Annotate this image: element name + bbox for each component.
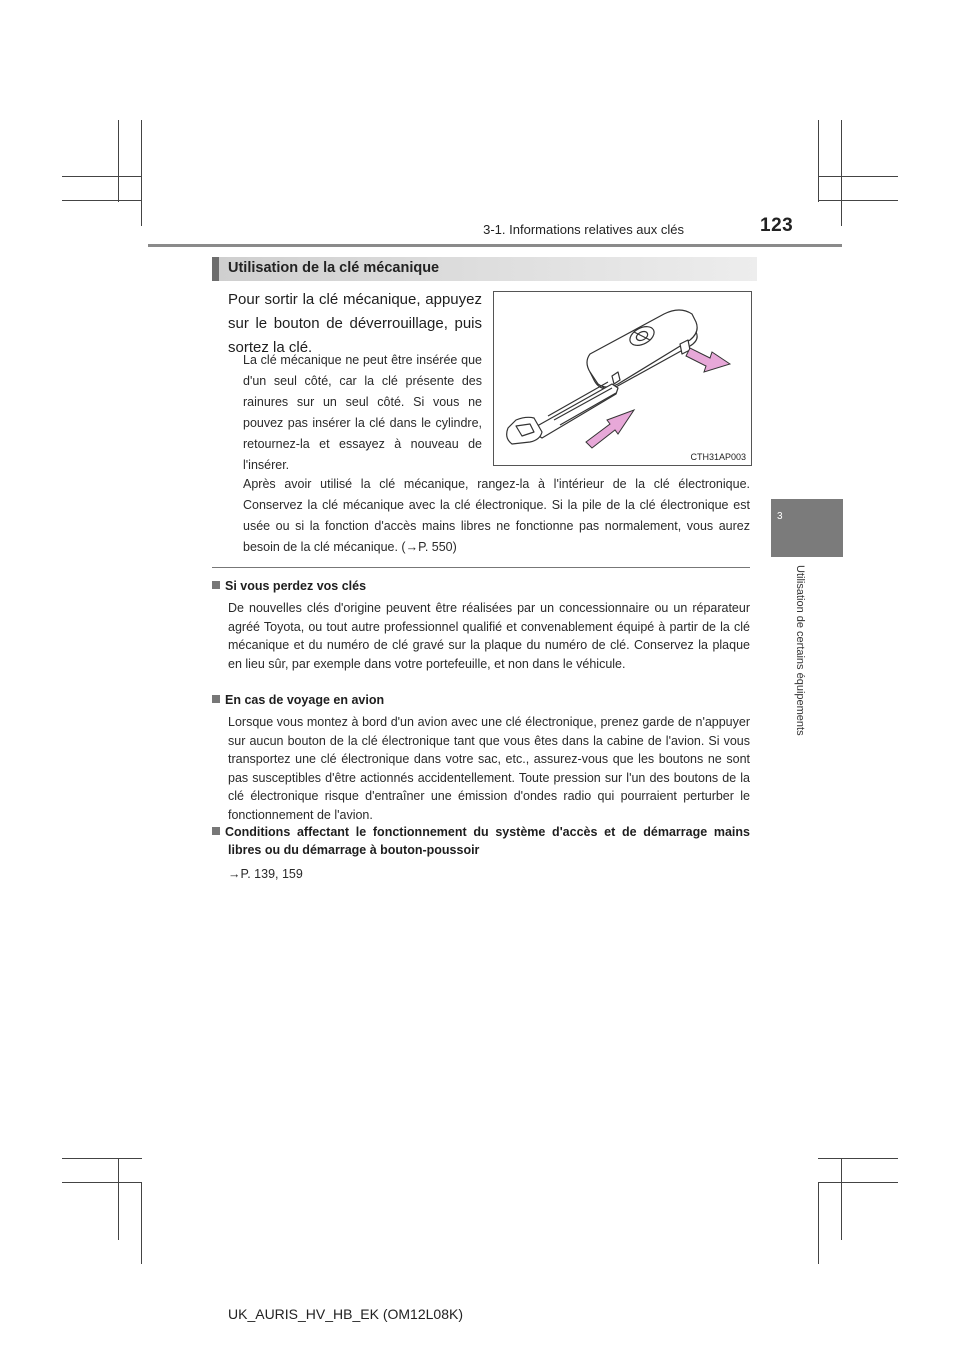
chapter-number: 3 (777, 511, 783, 522)
info-section (212, 691, 750, 825)
chapter-title: Utilisation de certains équipements (794, 565, 806, 736)
page-number: 123 (760, 215, 794, 236)
info-body: Lorsque vous montez à bord d'un avion avec une clé électronique, prenez garde de n'appuyer sur aucun bouton de la clé électronique tant que vous êtes dans la cabine de l'avion. Si vous transportez une clé électronique dans votre sac, etc., assurez-vous que les boutons ne sont pas susceptibles d'être actionnés accidentellement. Toute pression sur l'un des boutons de la clé électronique risque d'entraîner une émission d'ondes radio qui pourraient perturber le fonctionnement de l'avion. (228, 715, 750, 822)
chapter-tab (771, 499, 843, 557)
crop-mark (818, 200, 898, 201)
info-heading: En cas de voyage en avion (212, 691, 750, 709)
crop-mark (818, 1182, 819, 1264)
crop-mark (818, 1182, 898, 1183)
topic-heading-bar (212, 257, 757, 281)
section-divider (212, 567, 750, 568)
lead-paragraph: Pour sortir la clé mécanique, appuyez sur le bouton de déverrouillage, puis sortez la clé. (228, 291, 482, 356)
square-bullet-icon (212, 827, 220, 835)
topic-title: Utilisation de la clé mécanique (228, 260, 440, 276)
crop-mark (818, 1158, 898, 1159)
crop-mark (118, 1158, 119, 1240)
info-heading: Conditions affectant le fonctionnement du système d'accès et de démarrage mains libres ou du démarrage à bouton-poussoir (212, 823, 750, 859)
info-section (212, 577, 750, 673)
info-body: De nouvelles clés d'origine peuvent être réalisées par un concessionnaire ou un réparateur agréé Toyota, ou tout autre professionnel qualifié et convenablement équipé à partir de la clé mécanique et du numéro de clé gravé sur la plaque du numéro de clé. Conservez la plaque en lieu sûr, par exemple dans votre portefeuille, et non dans le véhicule. (228, 601, 750, 671)
note-paragraph: La clé mécanique ne peut être insérée que d'un seul côté, car la clé présente des rainures sur un seul côté. Si vous ne pouvez pas insérer la clé dans le cylindre, retournez-la et essayez à nouveau de l'insérer. (243, 353, 482, 472)
note-paragraph: Après avoir utilisé la clé mécanique, rangez-la à l'intérieur de la clé électronique. Conservez la clé mécanique avec la clé électronique. Si la pile de la clé électronique est usée ou si la fonction d'accès mains libres ne fonctionne pas normalement, vous aurez besoin de la clé mécanique. (→P. 550) (243, 477, 750, 554)
crop-mark (841, 1158, 842, 1240)
crop-mark (62, 200, 142, 201)
info-section (212, 823, 750, 884)
crop-mark (62, 1158, 142, 1159)
info-body: →P. 139, 159 (228, 867, 303, 881)
crop-mark (841, 120, 842, 226)
square-bullet-icon (212, 695, 220, 703)
crop-mark (62, 1182, 142, 1183)
document-code: UK_AURIS_HV_HB_EK (OM12L08K) (228, 1306, 463, 1322)
crop-mark (118, 120, 119, 202)
figure-code: CTH31AP003 (690, 452, 746, 462)
info-heading: Si vous perdez vos clés (212, 577, 750, 595)
crop-mark (141, 120, 142, 226)
crop-mark (62, 176, 142, 177)
section-heading: 3-1. Informations relatives aux clés (483, 222, 684, 237)
crop-mark (141, 1182, 142, 1264)
crop-mark (818, 176, 898, 177)
crop-mark (818, 120, 819, 202)
key-illustration (493, 291, 752, 466)
square-bullet-icon (212, 581, 220, 589)
header-rule (148, 244, 842, 247)
mechanical-key-drawing (494, 292, 751, 465)
